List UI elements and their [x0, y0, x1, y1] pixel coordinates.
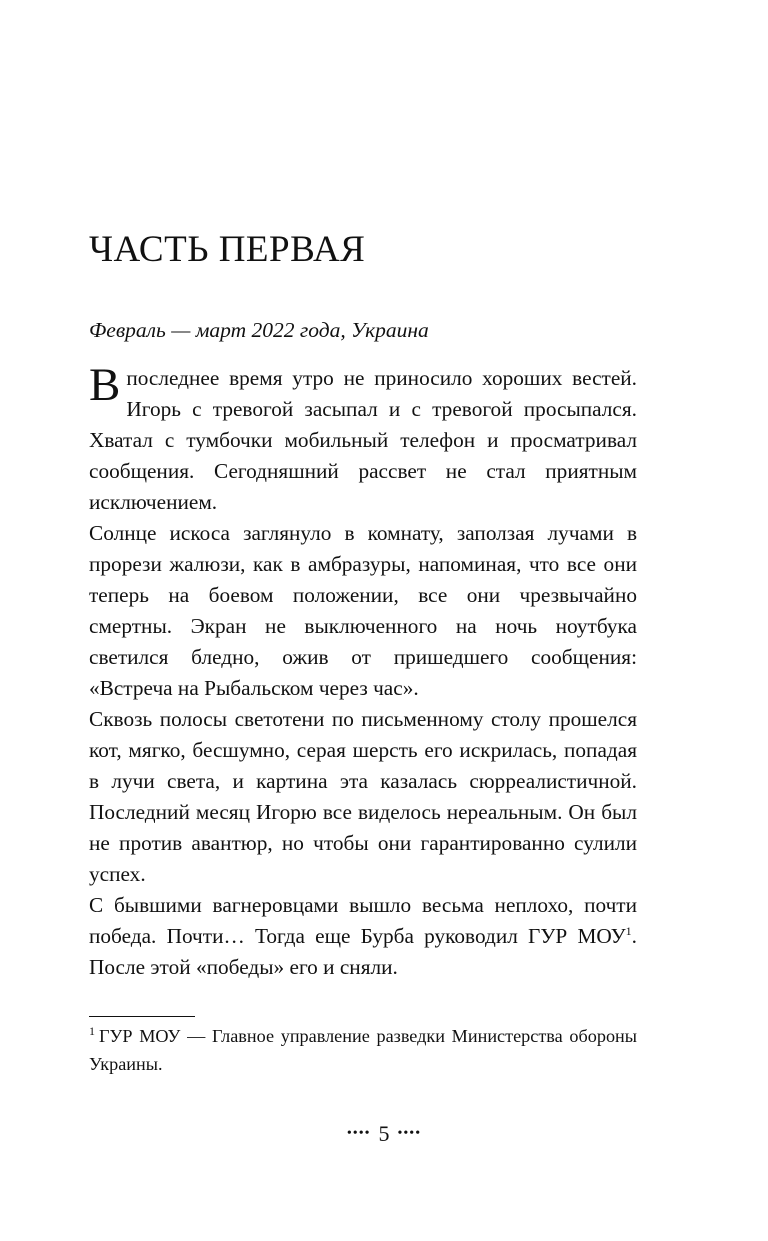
paragraph-4-text-end: . После этой «победы» его и сняли. — [89, 924, 637, 979]
drop-cap: В — [89, 359, 121, 411]
footnote — [89, 1022, 637, 1078]
chapter-epigraph: Февраль — март 2022 года, Украина — [89, 318, 429, 342]
paragraph-1-text: последнее время утро не приносило хороших вестей. Игорь с тревогой засыпал и с тревогой просыпался. Хватал с тумбочки мобильный телефон и просматривал сообщения. Сегодняшний рассвет не стал приятным исключением. — [89, 366, 637, 514]
folio-dots-left: •••• — [346, 1125, 371, 1141]
page-number: 5 — [378, 1121, 390, 1146]
footnote-mark: 1 — [89, 1023, 95, 1038]
folio-dots-right: •••• — [397, 1125, 422, 1141]
footnote-divider — [89, 1016, 195, 1017]
footnote-text: ГУР МОУ — Главное управление разведки Министерства обороны Украины. — [89, 1026, 637, 1074]
footnote-reference: 1 — [625, 923, 632, 938]
paragraph-1 — [89, 359, 637, 518]
paragraph-3: Сквозь полосы светотени по письменному столу прошелся кот, мягко, бесшумно, серая шерсть его искрилась, попадая в лучи света, и картина эта казалась сюрреалистичной. Последний месяц Игорю все виделось нереальным. Он был не против авантюр, но чтобы они гарантированно сулили успех. — [89, 707, 637, 886]
paragraph-2: Солнце искоса заглянуло в комнату, заползая лучами в прорези жалюзи, как в амбразуры, напоминая, что все они теперь на боевом положении, все они чрезвычайно смертны. Экран не выключенного на ночь ноутбука светился бледно, ожив от пришедшего сообщения: «Встреча на Рыбальском через час». — [89, 521, 637, 700]
body-text — [89, 359, 637, 983]
page-folio — [0, 1119, 768, 1151]
paragraph-4 — [89, 890, 637, 983]
chapter-title: ЧАСТЬ ПЕРВАЯ — [89, 229, 366, 270]
paragraph-4-text: С бывшими вагнеровцами вышло весьма неплохо, почти победа. Почти… Тогда еще Бурба руководил ГУР МОУ — [89, 893, 637, 948]
